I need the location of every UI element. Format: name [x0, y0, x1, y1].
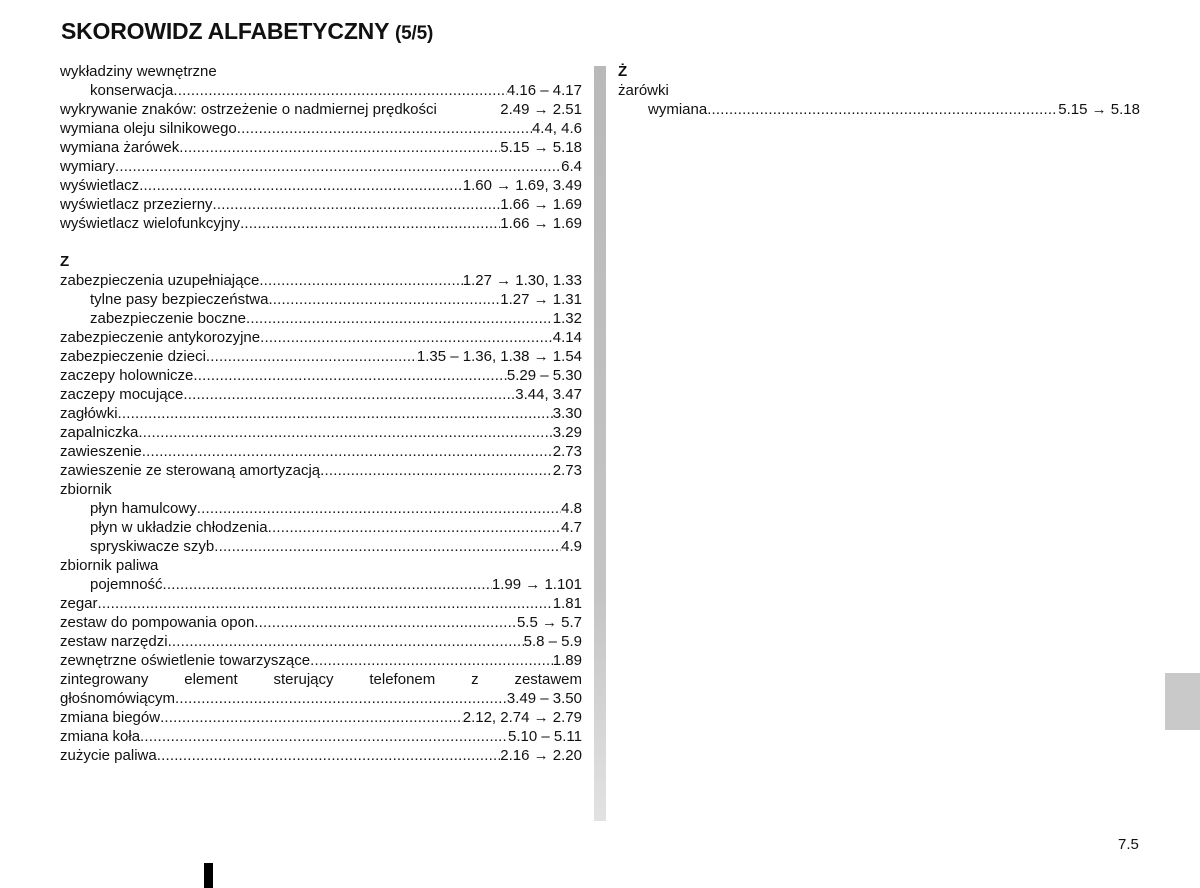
- page-reference: 5.15 → 5.18: [500, 139, 582, 156]
- index-entry: [60, 556, 582, 575]
- index-entry: [60, 480, 582, 499]
- index-entry: [60, 594, 582, 613]
- index-entry: [60, 727, 582, 746]
- index-entry: [60, 442, 582, 461]
- entry-label: konserwacja: [90, 82, 174, 99]
- entry-label: wyświetlacz wielofunkcyjny: [60, 215, 241, 232]
- dot-leader: [320, 461, 553, 480]
- index-entry: [60, 651, 582, 670]
- page-reference: 1.60 → 1.69, 3.49: [462, 177, 582, 194]
- dot-leader: [179, 138, 500, 157]
- page-reference: 2.73: [552, 443, 582, 460]
- index-entry: [618, 81, 1140, 100]
- chapter-thumb-tab: [1165, 673, 1200, 730]
- entry-label: zawieszenie ze sterowaną amortyzacją: [60, 462, 321, 479]
- entry-label: żarówki: [618, 82, 669, 99]
- entry-label: wykrywanie znaków: ostrzeżenie o nadmiernej prędkości: [60, 101, 437, 118]
- entry-word: telefonem: [369, 671, 436, 688]
- index-entry: [60, 366, 582, 385]
- page-reference: 1.27 → 1.30, 1.33: [462, 272, 582, 289]
- page-reference: 2.49 → 2.51: [500, 101, 582, 118]
- dot-leader: [213, 195, 501, 214]
- page-reference: 4.16 – 4.17: [506, 82, 582, 99]
- entry-word: z: [471, 671, 479, 688]
- entry-label: głośnomówiącym: [60, 690, 176, 707]
- index-entry: [60, 214, 582, 233]
- page-reference: 2.73: [552, 462, 582, 479]
- entry-label: zestaw do pompowania opon: [60, 614, 255, 631]
- index-column-right: [618, 62, 1140, 119]
- dot-leader: [140, 727, 508, 746]
- entry-label: pojemność: [90, 576, 163, 593]
- page-reference: 5.10 – 5.11: [508, 728, 582, 745]
- index-entry: [60, 708, 582, 727]
- entry-label: wyświetlacz przezierny: [60, 196, 213, 213]
- page-reference: 1.66 → 1.69: [500, 215, 582, 232]
- page-reference: 5.15 → 5.18: [1058, 101, 1140, 118]
- page-title-main: SKOROWIDZ ALFABETYCZNY: [61, 18, 396, 44]
- dot-leader: [268, 290, 500, 309]
- index-subentry: [60, 290, 582, 309]
- dot-leader: [197, 499, 561, 518]
- entry-label: zaczepy mocujące: [60, 386, 184, 403]
- index-entry: [60, 613, 582, 632]
- entry-word: zestawem: [514, 671, 582, 688]
- dot-leader: [206, 347, 417, 366]
- dot-leader: [168, 632, 524, 651]
- index-entry: [60, 138, 582, 157]
- column-divider: [594, 66, 606, 821]
- dot-leader: [254, 613, 517, 632]
- entry-label: wymiary: [60, 158, 115, 175]
- index-entry: [60, 461, 582, 480]
- page-reference: 1.66 → 1.69: [500, 196, 582, 213]
- page-reference: 4.4, 4.6: [531, 120, 582, 137]
- dot-leader: [214, 537, 561, 556]
- page-reference: 1.35 – 1.36, 1.38 → 1.54: [416, 348, 582, 365]
- entry-label: tylne pasy bezpieczeństwa: [90, 291, 269, 308]
- entry-label: zestaw narzędzi: [60, 633, 168, 650]
- dot-leader: [173, 81, 507, 100]
- entry-label: zmiana koła: [60, 728, 141, 745]
- index-entry: [60, 328, 582, 347]
- entry-word: element: [184, 671, 238, 688]
- entry-label: wyświetlacz: [60, 177, 140, 194]
- dot-leader: [707, 100, 1058, 119]
- index-entry: [60, 423, 582, 442]
- index-entry: [60, 195, 582, 214]
- crop-mark: [204, 863, 213, 888]
- entry-label: zagłówki: [60, 405, 118, 422]
- dot-leader: [115, 157, 561, 176]
- entry-label: zabezpieczenie boczne: [90, 310, 246, 327]
- dot-leader: [193, 366, 507, 385]
- page-reference: 5.8 – 5.9: [523, 633, 582, 650]
- entry-label: płyn hamulcowy: [90, 500, 197, 517]
- index-entry: [60, 746, 582, 765]
- dot-leader: [175, 689, 507, 708]
- entry-label: zabezpieczenia uzupełniające: [60, 272, 260, 289]
- dot-leader: [138, 423, 552, 442]
- index-subentry: [60, 309, 582, 328]
- entry-word: zintegrowany: [60, 671, 149, 688]
- section-letter-z-dot: Ż: [618, 63, 628, 80]
- entry-label: wykładziny wewnętrzne: [60, 63, 217, 80]
- index-entry: [60, 347, 582, 366]
- page-reference: 1.81: [552, 595, 582, 612]
- index-entry: [60, 689, 582, 708]
- entry-label: wymiana: [648, 101, 708, 118]
- index-subentry: [60, 499, 582, 518]
- entry-label: zbiornik: [60, 481, 112, 498]
- index-entry: [60, 119, 582, 138]
- entry-label: zabezpieczenie dzieci: [60, 348, 206, 365]
- entry-label: wymiana oleju silnikowego: [60, 120, 237, 137]
- page-reference: 1.32: [552, 310, 582, 327]
- entry-label: zużycie paliwa: [60, 747, 157, 764]
- index-entry: [60, 100, 582, 119]
- index-subentry: [60, 518, 582, 537]
- dot-leader: [183, 385, 515, 404]
- dot-leader: [157, 746, 501, 765]
- entry-label: zawieszenie: [60, 443, 142, 460]
- index-entry: [60, 385, 582, 404]
- index-subentry: [618, 100, 1140, 119]
- dot-leader: [118, 404, 553, 423]
- page-reference: 3.44, 3.47: [515, 386, 582, 403]
- entry-label: zapalniczka: [60, 424, 139, 441]
- index-subentry: [60, 575, 582, 594]
- index-subentry: [60, 81, 582, 100]
- page-title-part: (5/5): [395, 23, 434, 44]
- entry-label: zewnętrzne oświetlenie towarzyszące: [60, 652, 311, 669]
- page-reference: 2.16 → 2.20: [500, 747, 582, 764]
- entry-label: zegar: [60, 595, 98, 612]
- page-reference: 3.29: [552, 424, 582, 441]
- page-title: [61, 18, 433, 45]
- entry-label: płyn w układzie chłodzenia: [90, 519, 268, 536]
- dot-leader: [237, 119, 532, 138]
- dot-leader: [142, 442, 553, 461]
- index-subentry: [60, 537, 582, 556]
- index-entry: [60, 62, 582, 81]
- page-number: 7.5: [1118, 836, 1139, 853]
- dot-leader: [160, 708, 463, 727]
- entry-label: wymiana żarówek: [60, 139, 180, 156]
- index-entry: [60, 157, 582, 176]
- dot-leader: [240, 214, 500, 233]
- page-reference: 1.89: [552, 652, 582, 669]
- dot-leader: [163, 575, 492, 594]
- page-reference: 5.29 – 5.30: [506, 367, 582, 384]
- page-reference: 4.14: [552, 329, 582, 346]
- index-entry: [60, 632, 582, 651]
- index-entry-justified: [60, 670, 582, 689]
- page-reference: 4.7: [561, 519, 582, 536]
- page-reference: 1.27 → 1.31: [500, 291, 582, 308]
- page-reference: 4.8: [561, 500, 582, 517]
- entry-label: zmiana biegów: [60, 709, 161, 726]
- page-reference: 5.5 → 5.7: [516, 614, 582, 631]
- index-entry: [60, 271, 582, 290]
- index-entry: [60, 404, 582, 423]
- dot-leader: [98, 594, 553, 613]
- entry-label: zabezpieczenie antykorozyjne: [60, 329, 261, 346]
- page-reference: 1.99 → 1.101: [491, 576, 582, 593]
- page-reference: 3.49 – 3.50: [506, 690, 582, 707]
- dot-leader: [310, 651, 553, 670]
- entry-label: zaczepy holownicze: [60, 367, 194, 384]
- dot-leader: [246, 309, 553, 328]
- section-letter-z: Z: [60, 253, 70, 270]
- index-entry: [60, 176, 582, 195]
- entry-label: zbiornik paliwa: [60, 557, 159, 574]
- page-reference: 6.4: [561, 158, 582, 175]
- page-reference: 4.9: [561, 538, 582, 555]
- page-reference: 3.30: [552, 405, 582, 422]
- entry-word: sterujący: [273, 671, 334, 688]
- page-reference: 2.12, 2.74 → 2.79: [462, 709, 582, 726]
- dot-leader: [139, 176, 463, 195]
- dot-leader: [268, 518, 562, 537]
- entry-label: spryskiwacze szyb: [90, 538, 215, 555]
- index-column-left: [60, 62, 582, 765]
- dot-leader: [259, 271, 462, 290]
- section-gap: [60, 233, 582, 252]
- dot-leader: [260, 328, 553, 347]
